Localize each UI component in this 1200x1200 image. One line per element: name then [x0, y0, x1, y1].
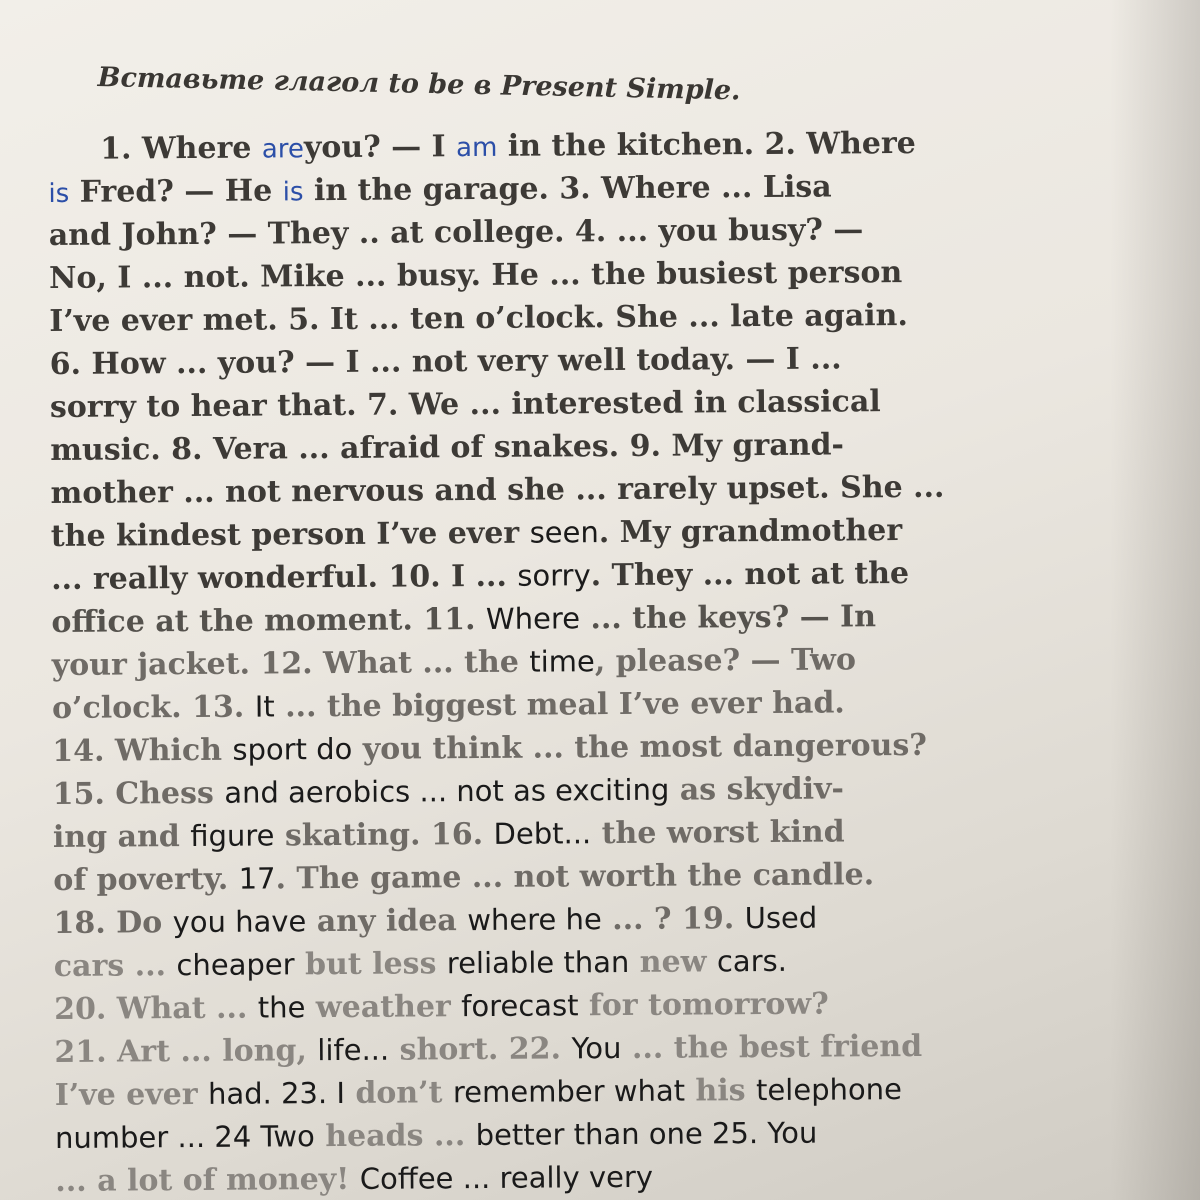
handwritten-text: figure: [190, 818, 275, 854]
printed-text: in the kitchen. 2. Where: [497, 125, 916, 164]
text-line: [54, 981, 1014, 1031]
handwritten-answer: is: [48, 178, 70, 209]
printed-text: Fred? — He: [69, 173, 283, 210]
handwritten-text: remember what: [452, 1073, 686, 1110]
printed-text: mother ... not nervous and she ... rarely upset. She ...: [50, 469, 945, 511]
printed-text: heads ...: [314, 1118, 476, 1155]
printed-text: . My grandmother: [598, 513, 903, 551]
printed-text: ... a lot of money!: [55, 1161, 360, 1199]
handwritten-text: telephone: [755, 1072, 903, 1108]
handwritten-text: better than one: [475, 1116, 703, 1153]
text-line: [52, 637, 1012, 687]
printed-text: ing and: [52, 819, 191, 855]
text-line: [49, 250, 1009, 300]
handwritten-text: life...: [317, 1032, 390, 1068]
text-line: [48, 121, 1008, 171]
text-line: [53, 766, 1013, 816]
printed-text: of poverty.: [53, 861, 239, 898]
handwritten-answer: are: [261, 134, 305, 165]
printed-text: any idea: [306, 903, 468, 940]
handwritten-text: seen: [529, 515, 599, 550]
text-line: [53, 852, 1013, 902]
text-line: [50, 465, 1010, 515]
handwritten-text: It: [254, 689, 275, 724]
printed-text: don’t: [344, 1075, 454, 1111]
handwritten-text: Coffee ... really very: [359, 1159, 654, 1196]
text-line: [48, 164, 1008, 214]
printed-text: you? — I: [303, 129, 457, 166]
printed-text: weather: [305, 989, 462, 1026]
handwritten-text: had. 23. I: [207, 1075, 346, 1111]
printed-text: 21. Art ... long,: [54, 1033, 318, 1070]
printed-text: short. 22.: [389, 1031, 572, 1068]
printed-text: the kindest person I’ve ever: [50, 515, 530, 554]
printed-text: cars ...: [53, 948, 177, 984]
printed-text: music. 8. Vera ... afraid of snakes. 9. My grand-: [50, 427, 845, 468]
printed-text: ... the best friend: [621, 1028, 923, 1067]
printed-text: . They ... not at the: [590, 555, 910, 594]
printed-text: the worst kind: [591, 814, 845, 852]
handwritten-text: cars.: [716, 943, 787, 979]
handwritten-text: the: [257, 990, 306, 1025]
printed-text: 15. Chess: [52, 775, 225, 812]
handwritten-text: Where: [485, 601, 581, 636]
printed-text: office at the moment. 11.: [51, 601, 487, 640]
handwritten-text: time: [529, 644, 595, 679]
text-line: [54, 1024, 1014, 1074]
printed-text: and John? — They .. at college. 4. ... you busy? —: [48, 212, 864, 253]
handwritten-text: forecast: [461, 988, 579, 1024]
exercise-heading: Вставьте глагол to be в Present Simple.: [97, 62, 741, 107]
printed-text: skating. 16.: [274, 816, 494, 854]
printed-text: in the garage. 3. Where ... Lisa: [303, 169, 832, 209]
handwritten-text: sport do: [232, 731, 353, 767]
text-line: [51, 508, 1011, 558]
printed-text: I’ve ever: [54, 1076, 209, 1113]
printed-text: as skydiv-: [669, 771, 845, 808]
text-line: [50, 336, 1010, 386]
handwritten-text: 17: [238, 861, 276, 896]
exercise-text: [48, 121, 1015, 1200]
printed-text: 14. Which: [52, 732, 233, 769]
printed-text: I’ve ever met. 5. It ... ten o’clock. She ... late again.: [49, 298, 908, 339]
printed-text: , please? — Two: [594, 642, 857, 680]
handwritten-text: You: [571, 1031, 622, 1066]
text-line: [49, 207, 1009, 257]
printed-text: 18. Do: [53, 905, 173, 941]
text-line: [50, 422, 1010, 472]
printed-text: sorry to hear that. 7. We ... interested in classical: [49, 384, 881, 425]
printed-text: you think ... the most dangerous?: [352, 727, 928, 767]
text-line: [53, 895, 1013, 945]
handwritten-text: reliable than: [446, 944, 630, 981]
handwritten-text: Used: [744, 900, 818, 936]
handwritten-text: 24 Two: [204, 1119, 315, 1154]
text-line: [55, 1153, 1015, 1200]
printed-text: o’clock. 13.: [51, 689, 255, 726]
printed-text: . The game ... not worth the candle.: [275, 857, 875, 897]
handwritten-answer: am: [455, 132, 498, 164]
printed-text: ... ? 19.: [601, 901, 745, 938]
printed-text: your jacket. 12. What ... the: [51, 644, 530, 683]
text-line: [49, 293, 1009, 343]
printed-text: No, I ... not. Mike ... busy. He ... the busiest person: [48, 255, 903, 296]
handwritten-text: and aerobics ... not as exciting: [224, 772, 670, 810]
handwritten-text: cheaper: [176, 947, 295, 983]
printed-text: ... the biggest meal I’ve ever had.: [274, 685, 845, 725]
text-line: [55, 1067, 1015, 1117]
handwritten-text: Debt...: [493, 816, 592, 851]
handwritten-text: where he: [467, 902, 602, 938]
printed-text: 6. How ... you? — I ... not very well today. — I ...: [49, 341, 842, 382]
text-line: [52, 680, 1012, 730]
page-shadow: [1110, 0, 1200, 1200]
handwritten-text: 25. You: [702, 1115, 818, 1151]
printed-text: ... really wonderful. 10. I ...: [51, 558, 518, 597]
handwritten-text: sorry: [517, 558, 591, 593]
handwritten-text: number ...: [54, 1119, 206, 1155]
handwritten-answer: is: [282, 177, 304, 208]
text-line: [52, 723, 1012, 773]
text-line: [55, 1110, 1015, 1160]
text-line: [51, 551, 1011, 601]
printed-text: 1. Where: [100, 130, 262, 167]
printed-text: 20. What ...: [54, 990, 258, 1027]
text-line: [50, 379, 1010, 429]
text-line: [51, 594, 1011, 644]
printed-text: his: [684, 1073, 757, 1109]
printed-text: ... the keys? — In: [579, 599, 877, 637]
text-line: [53, 809, 1013, 859]
printed-text: but less: [294, 946, 447, 983]
printed-text: new: [629, 944, 718, 980]
text-line: [54, 938, 1014, 988]
printed-text: for tomorrow?: [578, 986, 829, 1024]
handwritten-text: you have: [172, 904, 307, 940]
